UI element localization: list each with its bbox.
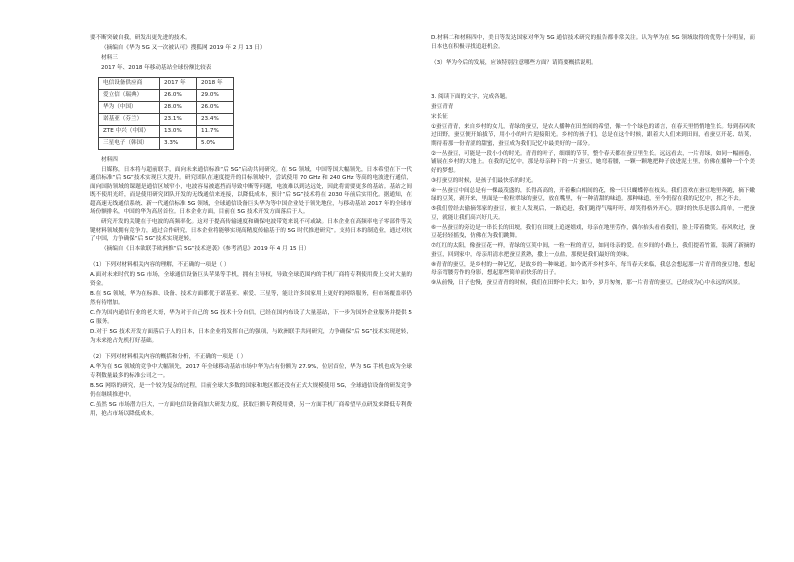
- material4-paragraph: 日媒称，日本将与超前联手，面向未来通信标准“后 5G”启动共同研究。在 5G 领域，中国等国大幅领先，日本希望在下一代通信标准“后 5G”技术实现巨大提升。研究团队在速度提升的目标领域中，尝试使用 70 GHz 和 240 GHz 等高的电波进行通信，面向国防领域的课题是通信区域窄小，电波容易被遮挡而导致中断等问题，电波难以到达远处，因此将需要更多的基站。基站之间既不使用光纤，而是使用研究团队开发的无线通信来连接，以降低成本，预计“后 5G”技术将在 2030 年前后实用化。据通知，在超高速无线通信系统、新一代通信标准 5G 领域，全球通信设备巨头华为等中国企业处于领先地位，与移动基站 2017 年的全球市场份额排名，中国的华为高居首位。日本企业方面，目前在 5G 技术开发方面落后于人。: [90, 166, 412, 215]
- material4-title: 材料四: [101, 156, 118, 163]
- table-cell: 23.1%: [160, 113, 197, 125]
- story-paragraph: ⑤我们曾经去偷摘邻家的蚕豆，被主人发现后，一路追赶，我们跑得气喘吁吁，却笑得格外开心。那时的快乐是那么简单，一把蚕豆，就能让我们高兴好几天。: [431, 206, 755, 221]
- table-cell: 26.0%: [197, 101, 234, 113]
- market-share-table: [98, 77, 234, 150]
- right-column: [431, 34, 755, 552]
- question-1-stem: （1）下列对材料相关内容的理解，不正确的一项是（ ）: [90, 262, 230, 268]
- table-row: [99, 125, 234, 137]
- story-paragraph: ⑨从前慢，日子也慢，蚕豆青青的时候，我们在田野中长大；如今，岁月匆匆，那一片青青的蚕豆，已经成为心中永远的风景。: [431, 280, 744, 286]
- table-cell: 11.7%: [197, 125, 234, 137]
- table-cell: 3.3%: [160, 137, 197, 149]
- question-2-stem: （2）下列对材料相关内容的概括和分析，不正确的一项是（ ）: [90, 354, 247, 360]
- story-paragraph: ⑧青青的蚕豆，是乡村的一种记忆，是故乡的一种味道。如今离开乡村多年，每当春天来临，我总会想起那一片青青的蚕豆地，想起母亲弯腰劳作的身影，想起那些简单而快乐的日子。: [431, 261, 755, 276]
- question-2-option-a: A.华为在 5G 领域的竞争中大幅领先，2017 年全球移动基站市场中华为占有份额为 27.9%，位居首位，华为 5G 手机也成为全球专利数量最多的标准公司之一。: [90, 364, 412, 379]
- table-caption: 2017 年、2018 年移动基站全球份额比较表: [101, 65, 212, 71]
- question-1-option-b: B.在 5G 领域，华为在标准、设备、技术方面都优于诺基亚、索爱、三星等，能让许多国家用上更好的网络服务，但市场覆盖率仍然有待增加。: [90, 291, 412, 306]
- question-1-option-a: A.面对未来时代的 5G 市场，全球通信设备巨头苹果等手机，拥有主导权，导致全球范围内的手机厂商将专利使用费上交对大量的资金。: [90, 272, 412, 287]
- left-column: [90, 34, 412, 552]
- table-cell: ZTE 中兴（中国）: [99, 125, 160, 137]
- table-row: [99, 89, 234, 101]
- table-cell: 爱立信（瑞典）: [99, 89, 160, 101]
- source-citation: （摘编自《华为 5G 又一次被认可》搜狐网 2019 年 2 月 13 日）: [101, 45, 266, 51]
- question-2-option-b: B.5G 网络的研究，是一个较为复杂的过程，目前全球大多数的国家和地区都还没有正式大规模使用 5G，全球通信设备的研发竞争仍在继续推进中。: [90, 383, 412, 398]
- story-paragraph: ①蚕豆青青，来自乡村的女儿，青绿的蚕豆，是农人播种在田垄间的希望，像一个个绿色的诺言，在春天里悄悄地生长。每到春风吹过田野，蚕豆便开始拔节，用小小的叶片迎接阳光。乡村的孩子们，总是在这个时候，跟着大人们来到田间，看蚕豆开花、结荚，期待着那一份青涩的甜蜜，蚕豆成为我们记忆中最美好的一部分。: [431, 123, 755, 147]
- source-note-line: 要不断突破自我，研发出更先进的技术。: [90, 35, 191, 41]
- material3-title: 材料三: [101, 55, 118, 61]
- table-header-cell: 电信设备供应商: [99, 77, 160, 89]
- question-3-stem: （3）华为今后的发展，应该特别注意哪些方面？请简要概括说明。: [431, 59, 597, 66]
- question-1-option-d: D.对于 5G 技术开发方面落后于人的日本，日本企业将发挥自己的强项，与欧洲联手共同研究，力争确保“后 5G”技术实现逆转，为未来抢占先机打好基础。: [90, 329, 412, 344]
- table-header-cell: 2018 年: [197, 77, 234, 89]
- question-2-option-c: C.虽然 5G 市场潜力巨大，一方面电信设备商加大研发力度，获取巨额专利使用费，另一方面手机厂商希望早点研发来降低专利费用，抢占市场以降低成本。: [90, 402, 412, 417]
- table-cell: 28.0%: [160, 101, 197, 113]
- table-cell: 23.4%: [197, 113, 234, 125]
- table-cell: 29.0%: [197, 89, 234, 101]
- material4-citation: （摘编自《日本欲联手欧洲推“后 5G”技术逆袭》《参考消息》2019 年 4 月 15 日）: [101, 246, 310, 252]
- table-row: [99, 137, 234, 149]
- table-header-cell: 2017 年: [160, 77, 197, 89]
- question-1-option-c: C.作为国内通信行业的老大哥，华为对于自己的 5G 技术十分自信，已经在国内布设了大量基站，下一步为国外企业服务并提供 5G 服务。: [90, 310, 412, 325]
- story-author: 宋长征: [431, 113, 448, 120]
- story-paragraph: ②一丛蚕豆，可能是一段小小的时光。青青的叶子，细细的节节，整个春天都在蚕豆里生长。远远看去，一片青绿，如同一幅画卷，铺展在乡村的大地上。在我的记忆中，那是母亲种下的一片蚕豆，她弯着腰，一颗一颗地把种子放进泥土里，仿佛在播种一个个美好的梦想。: [431, 150, 755, 174]
- table-header-row: [99, 77, 234, 89]
- material4-paragraph: 研究开发的关键在于电波的高频率化。这对于提高传输速度和确保电波带宽来说不可或缺。日本企业在高频率电子零部件等关键材料领域拥有竞争力，通过合作研究，日本企业将能够实现高精度传输基于的 5G 时代推进研究”。支持日本的制造业，通过对抗了中国，力争确保“后 5G”技术实现逆转。: [90, 219, 412, 242]
- story-paragraph: ④一丛蚕豆中间总是有一棵最茂盛的，长得高高的，开着紫白相间的花，像一只只蝴蝶停在枝头。我们喜欢在蚕豆地里奔跑，摘下嫩绿的豆荚，剥开来，里面是一粒粒翠绿的蚕豆，放在嘴里，有一种清甜的味道。那种味道，至今仍留在我的记忆中，挥之不去。: [431, 187, 755, 202]
- table-cell: 13.0%: [160, 125, 197, 137]
- story-paragraph: ⑦红红的太阳，像蚕豆花一样，青绿的豆荚中间，一粒一粒的青豆，如同母亲的爱。在乡间的小路上，我们提着竹篮，装满了新摘的蚕豆，回到家中，母亲用清水把蚕豆煮熟，撒上一点盐，那便是我们最好的美味。: [431, 243, 755, 258]
- table-cell: 华为（中国）: [99, 101, 160, 113]
- reading-intro: 3. 阅读下面的文字，完成各题。: [431, 93, 511, 100]
- table-cell: 诺基亚（芬兰）: [99, 113, 160, 125]
- question-2-option-d: D.材料二和材料四中，美日等发达国家对华为 5G 通信技术研究的报告都非常关注。认为华为在 5G 领域取得的优势十分明显，而日本也在积极寻找追赶机会。: [431, 35, 755, 50]
- table-cell: 26.0%: [160, 89, 197, 101]
- table-cell: 三星电子（韩国）: [99, 137, 160, 149]
- story-title: 蚕豆青青: [431, 103, 454, 110]
- story-paragraph: ③打蚕豆的时候，是孩子们最快乐的时光。: [431, 177, 537, 184]
- story-paragraph: ⑥一丛蚕豆的旁边是一串长长的田埂，我们在田埂上追逐嬉戏，母亲在地里劳作，偶尔抬头看看我们，脸上带着微笑。春风吹过，蚕豆花轻轻摇曳，仿佛在为我们跳舞。: [431, 224, 755, 239]
- table-cell: 5.0%: [197, 137, 234, 149]
- table-row: [99, 113, 234, 125]
- table-row: [99, 101, 234, 113]
